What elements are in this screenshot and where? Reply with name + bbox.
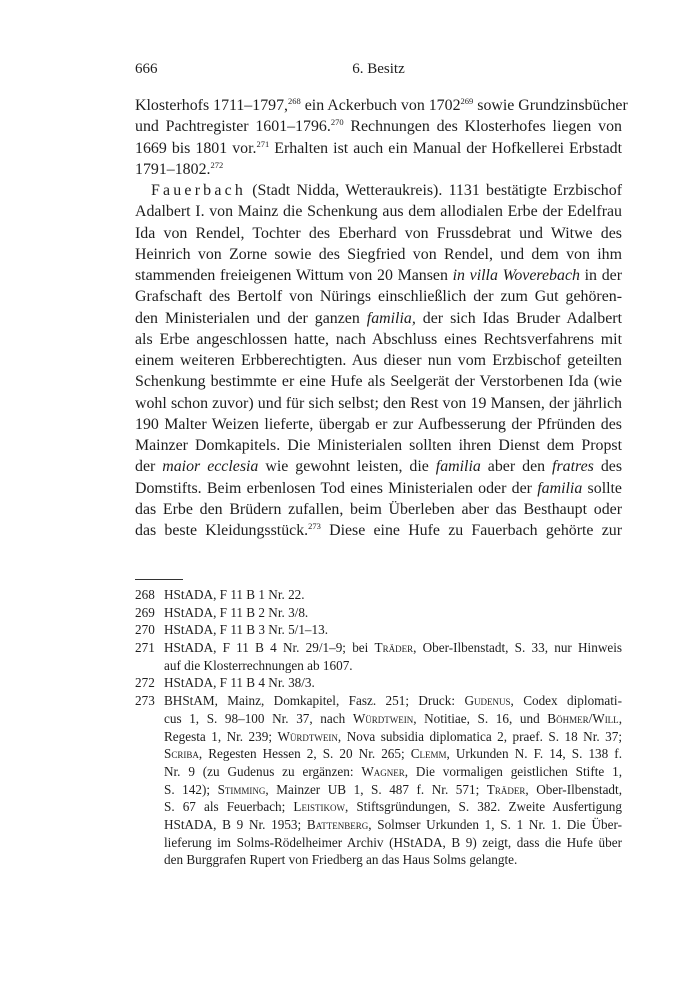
footnote-269: 269 HStADA, F 11 B 2 Nr. 3/8.: [135, 604, 309, 620]
text-line: den Ministerialen und der ganzen familia, der sich Idas Bruder Adalbert: [135, 309, 622, 327]
main-text: [135, 95, 628, 541]
text-line: 1669 bis 1801 vor.$^{271}$ Erhalten ist auch ein Manual der Hofkellerei Erbstadt: [135, 138, 622, 157]
footnote-number: 269: [135, 604, 155, 620]
text-line: wohl schon zuvor) und für sich selbst; den Rest von 19 Mansen, der jährlich: [135, 394, 622, 412]
footnotes: [135, 586, 622, 869]
footnote-273: 273 BHStAM, Mainz, Domkapitel, Fasz. 251; Druck: Gudenus, Codex diplomati- cus 1, S. 98–100 Nr. 37, nach Würdtwein, Notitiae, S. 16, und Böhmer/Will, Regesta 1, Nr. 239; Würdtwein, Nova subsidia diplomatica 2, praef. S. 18 Nr. 37; Scriba, Regesten Hessen 2, S. 20 Nr. 265; Clemm, Urkunden N. F. 14, S. 138 f. Nr. 9 (zu Gudenus zu ergänzen: Wagner, Die vormaligen geistlichen Stifte 1, S. 142); Stimming, Mainzer UB 1, S. 487 f. Nr. 571; Träder, Ober-Ilbenstadt, S. 67 als Feuerbach; Leistikow, Stiftsgründungen, S. 382. Zweite Ausfertigung HStADA, B 9 Nr. 1953; Battenberg, Solmser Urkunden 1, S. 1 Nr. 1. Die Über- lieferung im Solms-Rödelheimer Archiv (HStADA, B 9) zeigt, dass die Hufe über den Burggrafen Rupert von Friedberg an das Haus Solms gelangte.: [135, 693, 622, 868]
text-line: Ida von Rendel, Tochter des Eberhard von Frussdebrat und Witwe des: [135, 224, 622, 242]
text-line: einem weiteren Erbberechtigten. Aus dieser nun vom Erzbischof geteilten: [135, 352, 622, 369]
running-head: 6. Besitz: [352, 61, 405, 77]
text-line: Grafschaft des Bertolf von Nürings einschließlich der zum Gut gehören-: [135, 288, 622, 306]
footnote-number: 268: [135, 587, 155, 602]
footnote-272: 272 HStADA, F 11 B 4 Nr. 38/3.: [135, 675, 315, 691]
text-line: Adalbert I. von Mainz die Schenkung aus dem allodialen Erbe der Edelfrau: [135, 203, 622, 221]
text-line: Schenkung bestimmte er eine Hufe als Seelgerät der Verstorbenen Ida (wie: [135, 373, 622, 391]
text-line: Domstifts. Beim erbenlosen Tod eines Ministerialen oder der familia sollte: [135, 479, 622, 497]
page-number: 666: [135, 61, 158, 77]
footnote-number: 271: [135, 640, 155, 656]
text-line: 1791–1802.$^{272}$: [135, 159, 224, 178]
footnote-number: 272: [135, 675, 155, 691]
text-line: Mainzer Domkapitels. Die Ministerialen sollten ihren Dienst dem Propst: [135, 437, 622, 454]
footnote-ref[interactable]: 273: [308, 521, 321, 531]
footnote-ref[interactable]: 270: [330, 117, 344, 128]
footnote-divider: [135, 579, 183, 580]
text-line: und Pachtregister 1601–1796.$^{270}$ Rechnungen des Klosterhofes liegen von: [135, 117, 622, 136]
footnote-number: 270: [135, 622, 155, 638]
paragraph-start: Fauerbach (Stadt Nidda, Wetteraukreis). 1131 bestätigte Erzbischof: [151, 182, 622, 199]
page-header: [135, 61, 622, 83]
text-line: Heinrich von Zorne sowie des Siegfried von Rendel, und dem von ihm: [135, 245, 622, 263]
text-line: der maior ecclesia wie gewohnt leisten, die familia aber den fratres des: [135, 458, 623, 476]
footnote-number: 273: [135, 693, 155, 709]
footnote-270: 270 HStADA, F 11 B 3 Nr. 5/1–13.: [135, 622, 329, 638]
footnote-ref[interactable]: 268: [288, 96, 301, 106]
text-line: das beste Kleidungsstück.$^{273}$ Diese eine Hufe zu Fauerbach gehörte zur: [135, 521, 622, 539]
footnote-271: 271 HStADA, F 11 B 4 Nr. 29/1–9; bei Träder, Ober-Ilbenstadt, S. 33, nur Hinweis auf die Klosterrechnungen ab 1607.: [135, 640, 622, 673]
text-line: 190 Malter Weizen lieferte, übergab er zur Aufbesserung der Pfründen des: [135, 415, 622, 433]
footnote-268: 268 HStADA, F 11 B 1 Nr. 22.: [135, 587, 305, 602]
text-line: Klosterhofs 1711–1797,$^{268}$ ein Ackerbuch von 1702$^{269}$ sowie Grundzinsbücher: [135, 96, 628, 114]
place-name-spaced: Fauerbach: [151, 182, 246, 199]
text-line: als Erbe angeschlossen hatte, nach Abschluss eines Rechtsverfahrens mit: [135, 330, 622, 348]
text-line: stammenden freieigenen Wittum von 20 Mansen in villa Woverebach in der: [135, 267, 622, 284]
text-line: das Erbe den Brüdern zufallen, beim Überleben aber das Besthaupt oder: [135, 500, 622, 518]
footnote-ref[interactable]: 271: [256, 138, 270, 149]
footnote-ref[interactable]: 269: [460, 96, 474, 106]
footnote-ref[interactable]: 272: [210, 159, 224, 170]
